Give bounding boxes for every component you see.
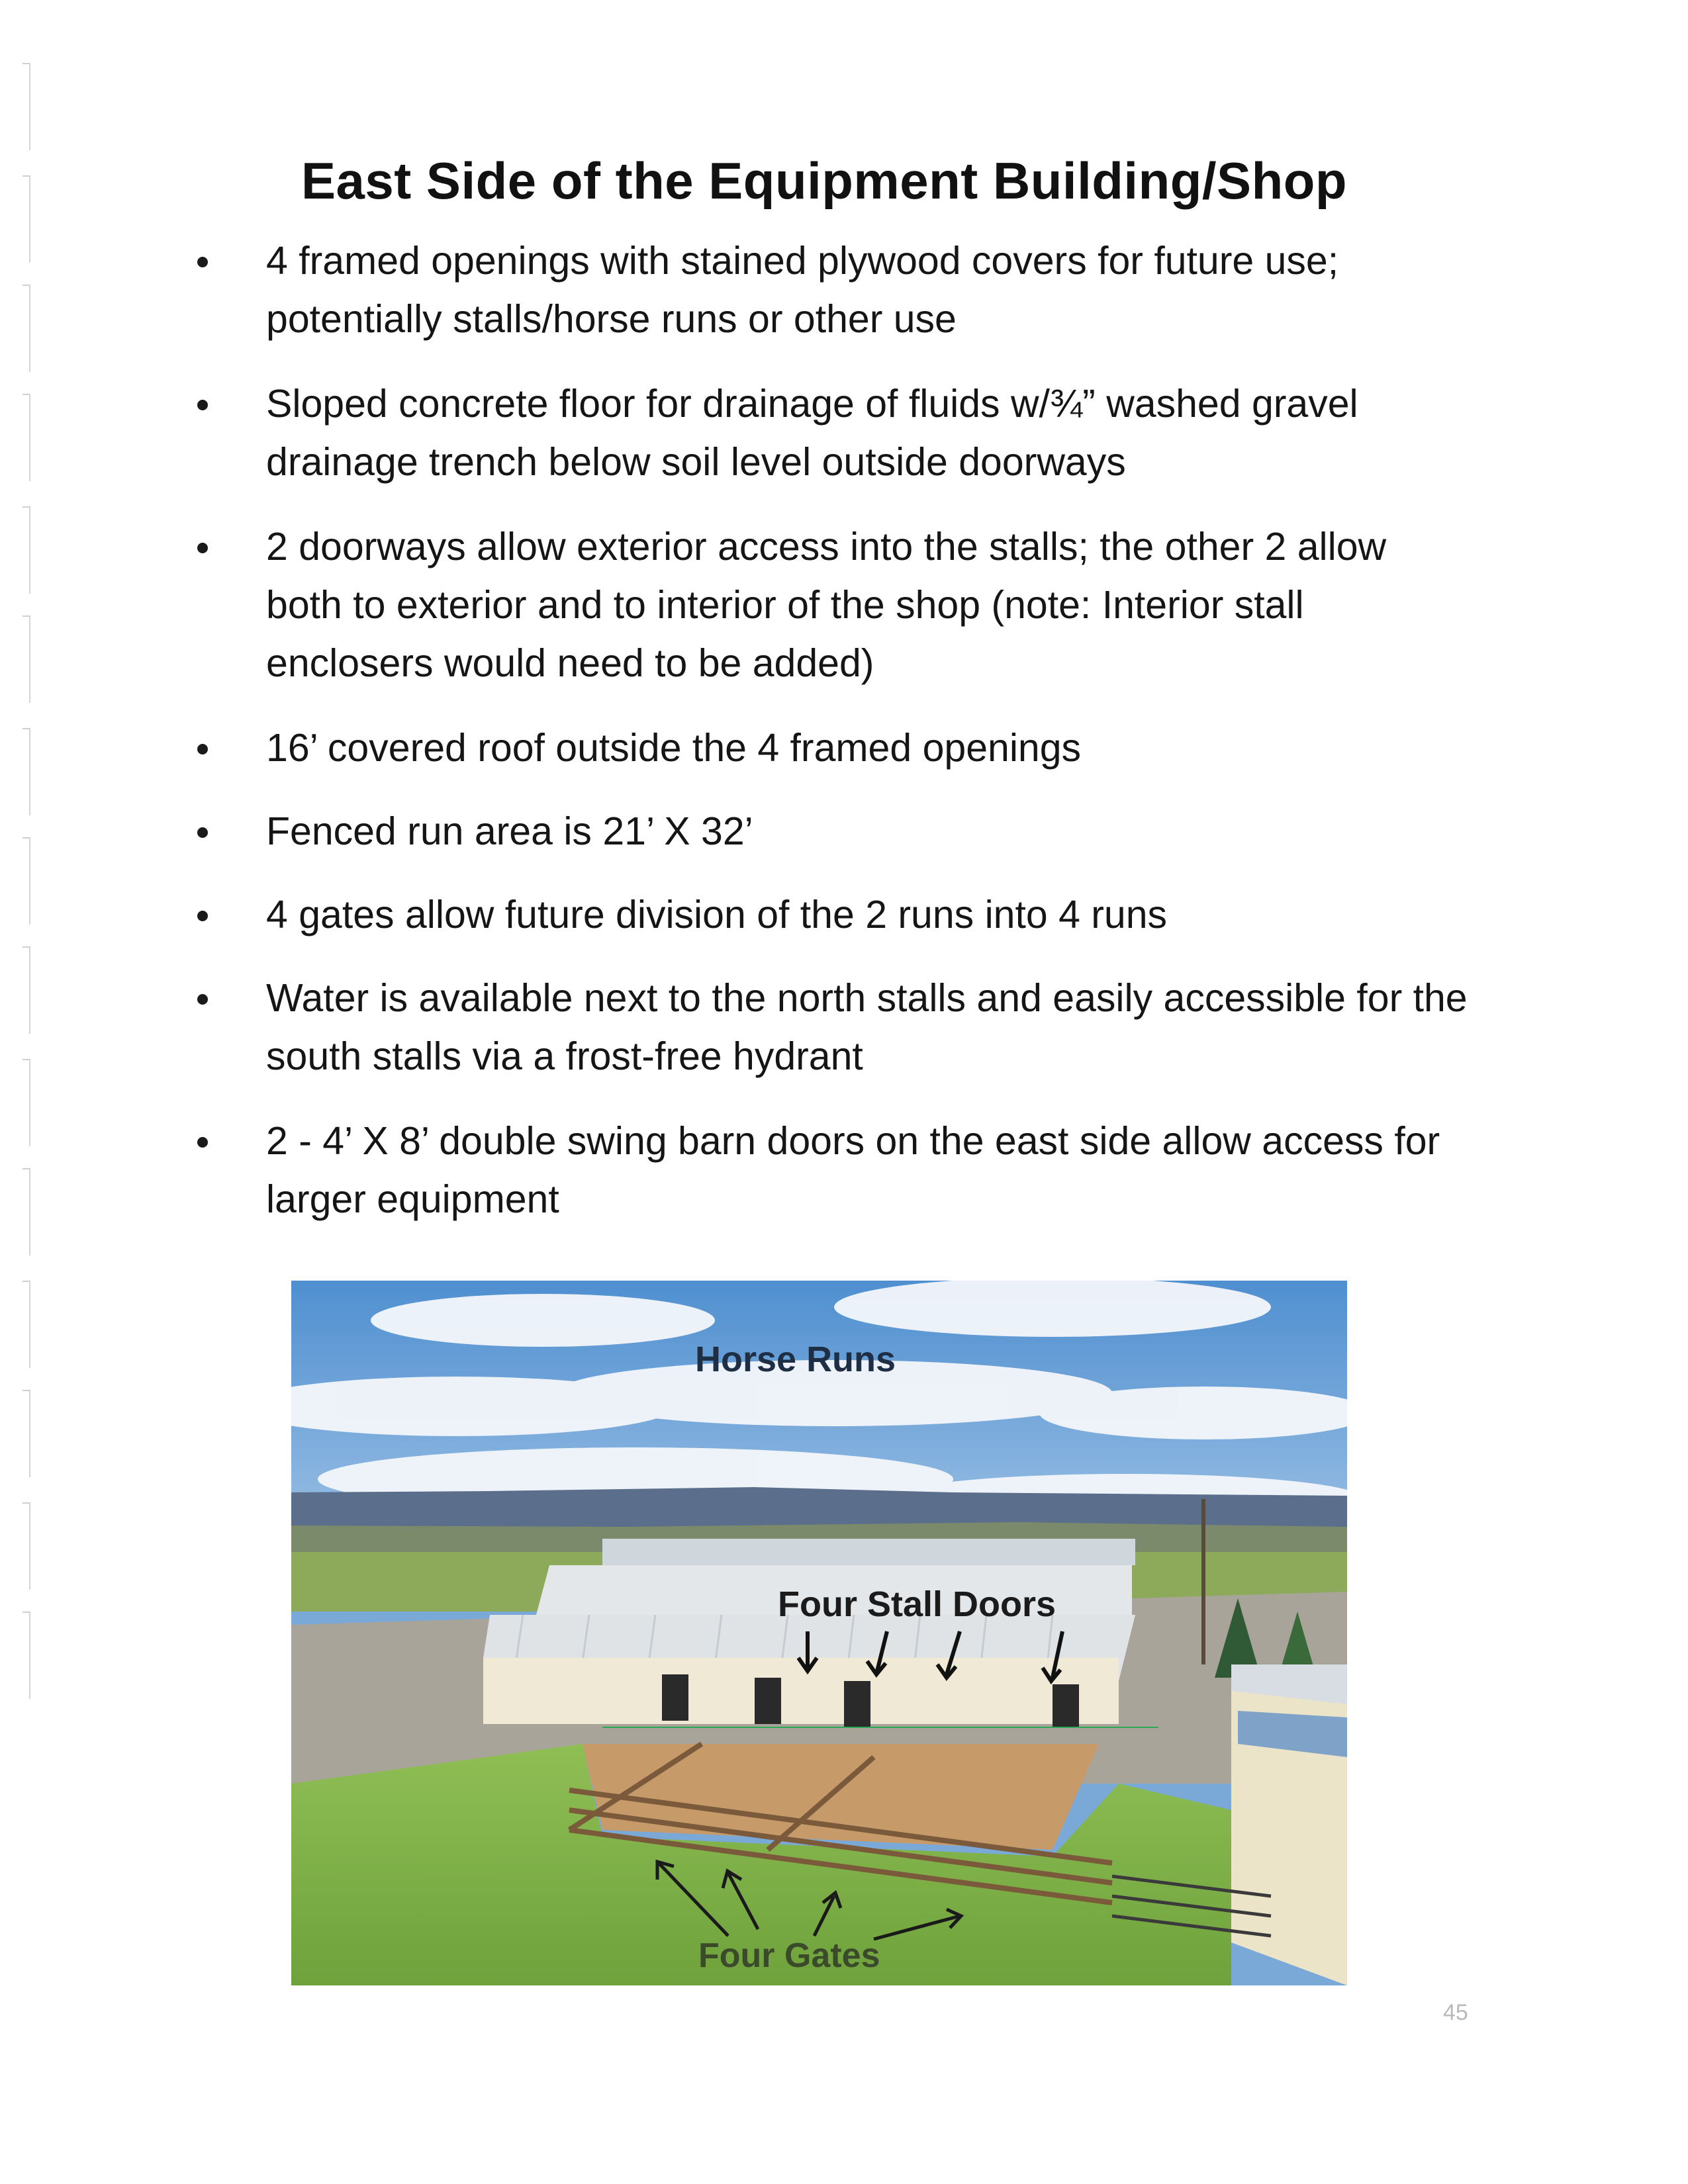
page-number: 45	[1443, 2000, 1468, 2025]
list-item-text: 2 - 4’ X 8’ double swing barn doors on the east side allow access for larger equipment	[266, 1119, 1440, 1221]
list-item-text: 4 framed openings with stained plywood covers for future use; potentially stalls/horse runs or other use	[266, 239, 1339, 341]
list-item-text: 2 doorways allow exterior access into the stalls; the other 2 allow both to exterior and to interior of the shop (note: Interior stall enclosers would need to be added)	[266, 525, 1387, 685]
list-item-text: Water is available next to the north stalls and easily accessible for the south stalls via a frost-free hydrant	[266, 976, 1468, 1078]
bullet-icon	[197, 744, 208, 754]
bullet-icon	[197, 994, 208, 1005]
aerial-photo-illustration	[291, 1281, 1347, 1985]
page-title: East Side of the Equipment Building/Shop	[301, 152, 1347, 210]
bullet-icon	[197, 827, 208, 838]
bullet-icon	[197, 257, 208, 267]
list-item-text: 16’ covered roof outside the 4 framed openings	[266, 726, 1082, 770]
bullet-icon	[197, 400, 208, 410]
bullet-icon	[197, 543, 208, 553]
bullet-icon	[197, 1137, 208, 1148]
photo-label-gates: Four Gates	[698, 1936, 880, 1975]
photo-label-stall-doors: Four Stall Doors	[778, 1584, 1056, 1624]
list-item-text: 4 gates allow future division of the 2 runs into 4 runs	[266, 893, 1168, 936]
list-item-text: Sloped concrete floor for drainage of fluids w/¾” washed gravel drainage trench below soil level outside doorways	[266, 382, 1358, 484]
photo-label-horse-runs: Horse Runs	[695, 1340, 896, 1379]
aerial-photo	[291, 1281, 1347, 1985]
list-item-text: Fenced run area is 21’ X 32’	[266, 809, 753, 853]
binding-marks	[0, 0, 40, 2184]
bullet-icon	[197, 911, 208, 921]
